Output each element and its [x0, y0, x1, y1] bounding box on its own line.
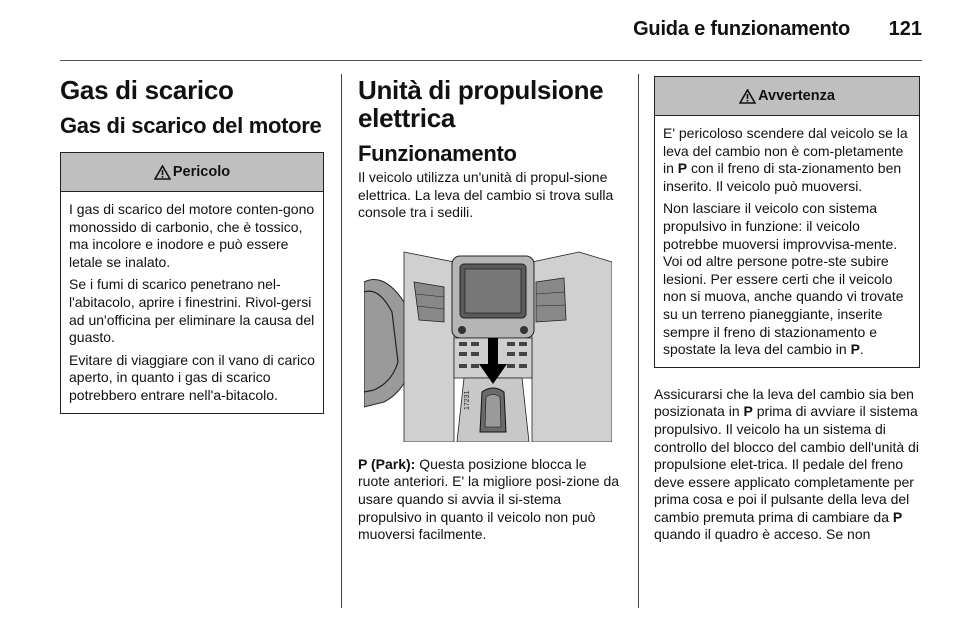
intro-paragraph: Il veicolo utilizza un'unità di propul-sione elettrica. La leva del cambio si trova sulla console tra i sedili. [358, 169, 614, 221]
column-divider-right [638, 74, 639, 608]
park-text: Questa posizione blocca le ruote anteriori. E' la migliore posi-zione da usare quando si avvia il si-stema propulsivo in quanto il veicolo non può muoversi facilmente. [358, 455, 620, 543]
warning-box-header [655, 77, 919, 116]
gear-p-label: P [743, 403, 753, 420]
park-description [358, 456, 620, 544]
gear-p-label: P [850, 341, 860, 358]
text-run: prima di avviare il sistema propulsivo. Il veicolo ha un sistema di controllo del blocco del cambio dell'unità di propulsione elet-trica. Il pedale del freno deve essere applicato completamente per prima cosa e poi il pulsante della leva del cambio premuta prima di cambiare da [654, 403, 919, 525]
column-2 [358, 76, 620, 544]
page-number: 121 [888, 18, 922, 40]
park-label: P (Park): [358, 455, 416, 472]
gear-p-label: P [677, 160, 688, 177]
warning-box-heading: Avvertenza [758, 88, 835, 104]
warning-triangle-icon [739, 89, 756, 104]
running-header-title: Guida e funzionamento [633, 18, 850, 40]
body-paragraph [654, 386, 920, 544]
text-run: con il freno di sta-zionamento ben inserito. Il veicolo può muoversi. [663, 160, 902, 194]
subsection-title-operation: Funzionamento [358, 141, 517, 166]
figure-code: 17231 [464, 390, 471, 410]
subsection-title-engine-exhaust: Gas di scarico del motore [60, 113, 322, 138]
danger-box-header [61, 153, 323, 192]
header-rule [60, 60, 922, 61]
column-1 [60, 76, 324, 414]
text-run: Non lasciare il veicolo con sistema propulsivo in funzione: il veicolo potrebbe muoversi improvvisa-mente. Voi od altre persone potre-ste subire lesioni. Per essere certi che il veicolo non si muova, anche quando vi trovate su un terreno pianeggiante, inserite sempre il freno di stazionamento e spostate la leva del cambio in [663, 200, 904, 358]
section-title-electric-drive: Unità di propulsione elettrica [358, 75, 604, 133]
danger-box [60, 152, 324, 414]
danger-paragraph: I gas di scarico del motore conten-gono monossido di carbonio, che è tossico, ma incolore e inodore e può essere letale se inalato. [69, 201, 315, 270]
danger-box-body [61, 192, 323, 413]
danger-box-heading: Pericolo [172, 164, 231, 180]
console-drawing [364, 242, 612, 442]
warning-triangle-icon [154, 165, 171, 180]
warning-box [654, 76, 920, 368]
danger-paragraph: Se i fumi di scarico penetrano nel-l'abitacolo, aprire i finestrini. Rivol-gersi ad un'officina per eliminare la causa del guasto. [69, 276, 315, 346]
gear-p-label: P [892, 508, 903, 525]
column-divider-left [341, 74, 342, 608]
section-title-exhaust: Gas di scarico [60, 75, 234, 105]
warning-paragraph [663, 125, 911, 195]
text-run: Assicurarsi che la leva del cambio sia ben posizionata in [654, 385, 914, 420]
danger-paragraph: Evitare di viaggiare con il vano di carico aperto, in quanto i gas di scarico potrebbero entrare nell'a-bitacolo. [69, 351, 315, 403]
warning-box-body [655, 116, 919, 367]
text-run: . [859, 341, 864, 358]
warning-paragraph [663, 200, 911, 358]
text-run: E' pericoloso scendere dal veicolo se la leva del cambio non è com-pletamente in [663, 125, 908, 177]
text-run: quando il quadro è acceso. Se non [654, 526, 871, 543]
gear-shift-console-illustration [364, 242, 612, 442]
column-3 [654, 76, 920, 544]
